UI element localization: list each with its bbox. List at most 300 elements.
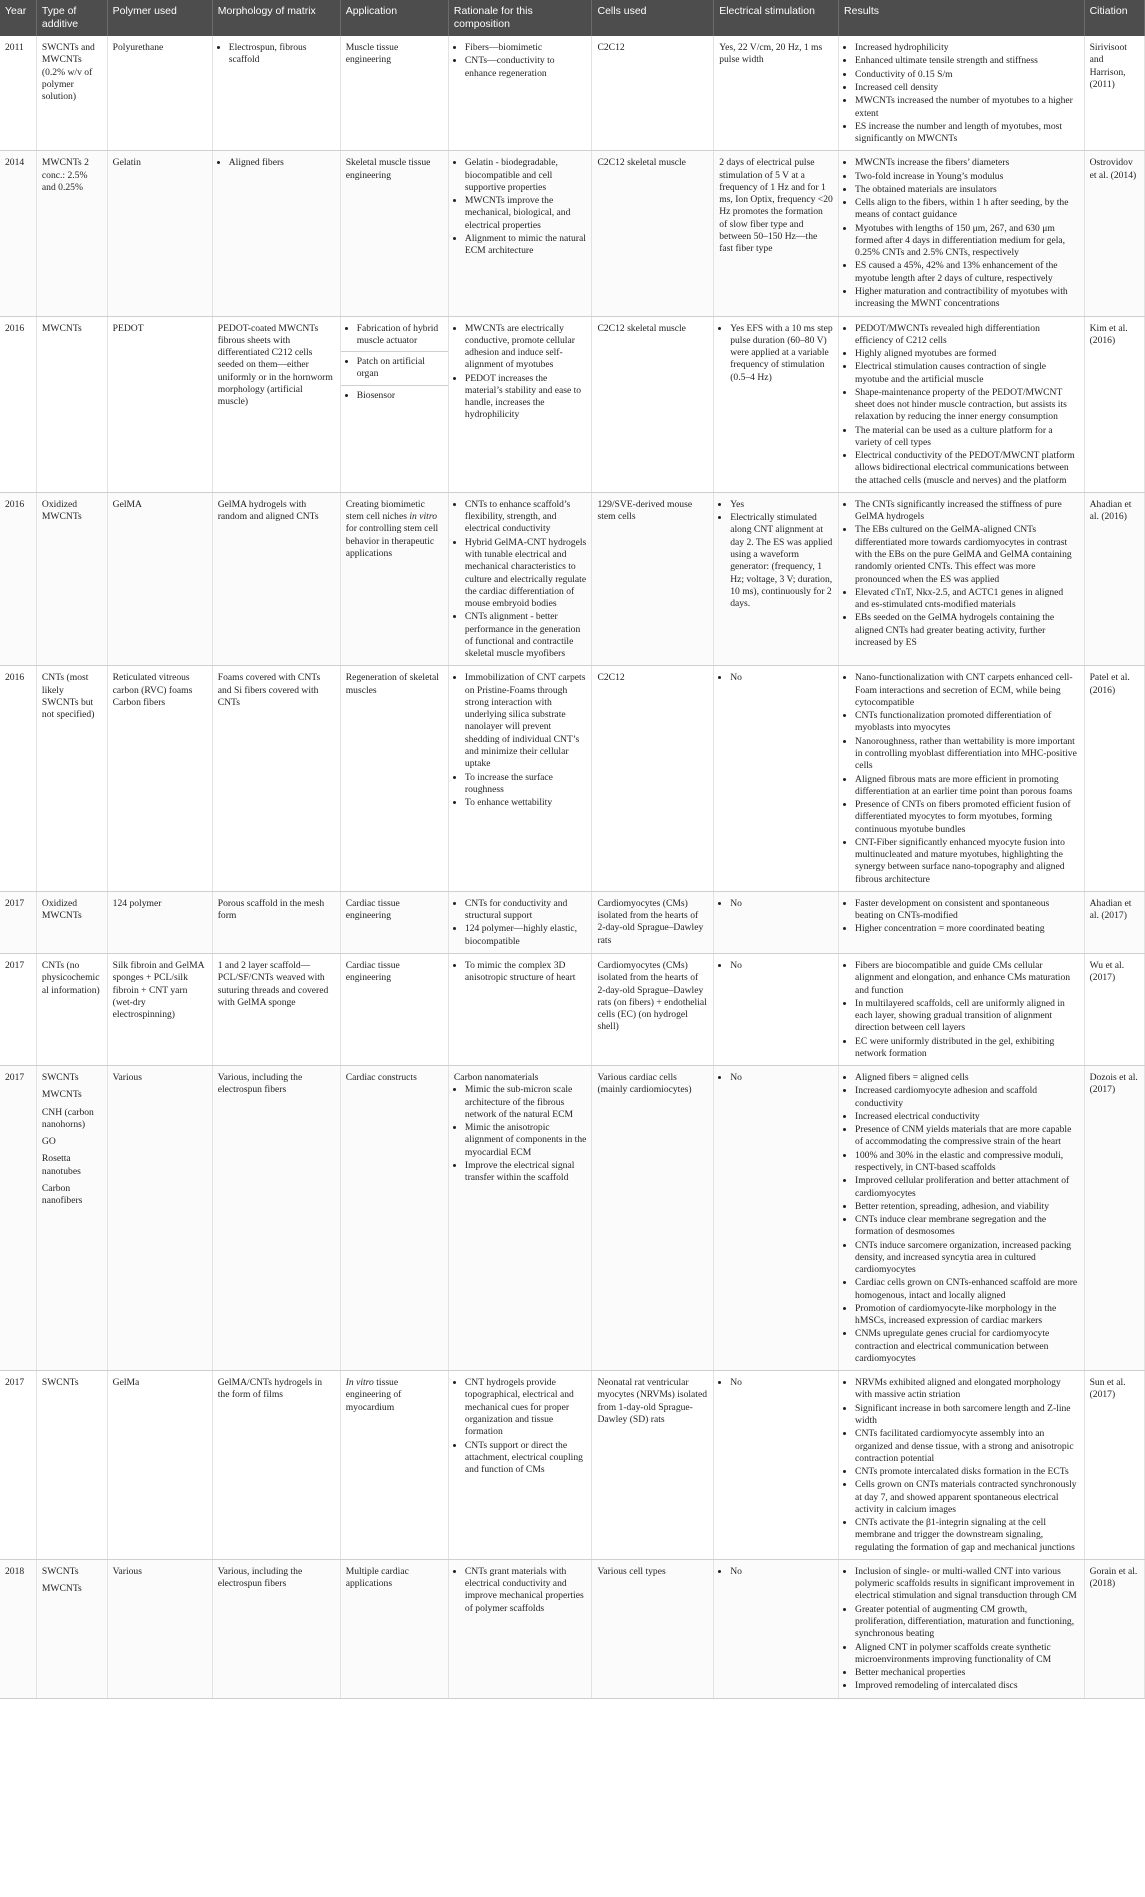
cell-rationale	[448, 1066, 592, 1371]
es-list	[719, 672, 833, 684]
application-item: • Fabrication of hybrid muscle actuator	[357, 323, 443, 348]
citation-value: Ostrovidov et al. (2014)	[1089, 157, 1137, 181]
morphology-list	[218, 157, 335, 169]
polymer-line: Polyurethane	[112, 42, 164, 54]
cell-rationale	[448, 666, 592, 892]
result-item: • The EBs cultured on the GelMA-aligned CNTs differentiated more towards cardiomyocytes in contrast with the EBs on the pure GelMA and GelMA containing randomly oriented CNTs. This effect was more pronounced when the ES was applied	[855, 524, 1079, 585]
cells-value: 129/SVE-derived mouse stem cells	[597, 498, 693, 523]
cell-morphology	[212, 36, 340, 151]
cell-citation	[1084, 151, 1144, 316]
citation-value: Dozois et al. (2017)	[1089, 1072, 1138, 1096]
rationale-item: • MWCNTs improve the mechanical, biological, and electrical properties	[465, 195, 587, 232]
es-list	[719, 323, 833, 384]
es-item: • Electrically stimulated along CNT alignment at day 2. The ES was applied using a waveform generator: (frequency, 1 Hz; voltage, 3 V; duration, 10 ms), continuously for 2 days.	[730, 512, 833, 610]
table-header	[0, 0, 1145, 36]
cell-polymer	[107, 1559, 212, 1698]
morphology: GelMA hydrogels with random and aligned CNTs	[217, 498, 319, 523]
result-item: • Better retention, spreading, adhesion, and viability	[855, 1201, 1079, 1213]
cell-application	[340, 316, 448, 492]
es-item: • No	[730, 898, 833, 910]
cell-citation	[1084, 1371, 1144, 1560]
cell-year	[0, 1559, 36, 1698]
result-list	[844, 499, 1079, 649]
additive-line: SWCNTs and MWCNTs (0.2% w/v of polymer solution)	[41, 42, 95, 103]
additive-line: MWCNTs	[41, 1089, 82, 1101]
application-list	[346, 323, 443, 348]
cell-results	[839, 36, 1085, 151]
application-text: Creating biomimetic stem cell niches	[345, 498, 425, 523]
header-citation: Citiation	[1084, 0, 1144, 36]
application-italic: in vitro	[409, 511, 437, 523]
cell-citation	[1084, 1559, 1144, 1698]
cell-results	[839, 891, 1085, 953]
result-list	[844, 157, 1079, 310]
cell-polymer	[107, 953, 212, 1065]
rationale-item: • Improve the electrical signal transfer within the scaffold	[465, 1160, 587, 1185]
result-item: • Increased hydrophilicity	[855, 42, 1079, 54]
result-item: • Presence of CNM yields materials that are more capable of accommodating the compressive strain of the heart	[855, 1124, 1079, 1149]
cell-results	[839, 1066, 1085, 1371]
rationale-item: • PEDOT increases the material’s stability and ease to handle, increases the hydrophilicity	[465, 373, 587, 422]
table-body	[0, 36, 1145, 1698]
result-item: • Aligned fibrous mats are more efficient in promoting differentiation at an earlier time point than porous foams	[855, 774, 1079, 799]
cell-cells	[592, 953, 714, 1065]
rationale-list	[454, 323, 587, 422]
cell-rationale	[448, 36, 592, 151]
result-item: • CNTs facilitated cardiomyocyte assembly into an organized and dense tissue, with a strong and anisotropic contraction potential	[855, 1428, 1079, 1465]
table-row	[0, 953, 1145, 1065]
polymer-line: 124 polymer	[112, 897, 162, 909]
result-item: • CNT-Fiber significantly enhanced myocyte fusion into multinucleated and mature myotubes, highlighting the synergy between surface nano-topography and aligned fibrous architecture	[855, 837, 1079, 886]
application-item: • Biosensor	[357, 390, 443, 402]
cell-application	[340, 891, 448, 953]
table-row	[0, 492, 1145, 665]
table-row	[0, 151, 1145, 316]
cell-additive	[36, 891, 107, 953]
cell-application	[340, 953, 448, 1065]
cell-results	[839, 316, 1085, 492]
header-application: Application	[340, 0, 448, 36]
result-item: • Shape-maintenance property of the PEDOT/MWCNT sheet does not hinder muscle contraction, but assists its relaxation by reducing the inner energy consumption	[855, 387, 1079, 424]
es: 2 days of electrical pulse stimulation of 5 V at a frequency of 1 Hz and for 1 ms, Ion Optix, frequency <20 Hz promotes the formation of slow fiber type and between 50–150 Hz—the fast fiber type	[719, 157, 833, 255]
cell-morphology	[212, 953, 340, 1065]
header-type-of-additive: Type of additive	[36, 0, 107, 36]
citation-value: Wu et al. (2017)	[1089, 959, 1125, 984]
result-item: • PEDOT/MWCNTs revealed high differentiation efficiency of C212 cells	[855, 323, 1079, 348]
polymer-line: Various	[112, 1565, 142, 1577]
rationale-item: • Mimic the anisotropic alignment of components in the myocardial ECM	[465, 1122, 587, 1159]
cell-morphology	[212, 666, 340, 892]
cell-additive	[36, 1371, 107, 1560]
cell-citation	[1084, 1066, 1144, 1371]
rationale-item: • Mimic the sub-micron scale architecture of the fibrous network of the natural ECM	[465, 1084, 587, 1121]
application-line: Cardiac tissue engineering	[345, 959, 400, 984]
cell-rationale	[448, 891, 592, 953]
cell-year	[0, 36, 36, 151]
result-item: • Enhanced ultimate tensile strength and stiffness	[855, 55, 1079, 67]
year-value: 2018	[5, 1565, 25, 1577]
result-item: • Fibers are biocompatible and guide CMs cellular alignment and elongation, and enhance CMs maturation and function	[855, 960, 1079, 997]
additive-line: CNH (carbon nanohorns)	[41, 1106, 94, 1130]
application-text: tissue engineering of myocardium	[345, 1377, 402, 1413]
cell-polymer	[107, 1066, 212, 1371]
table-row	[0, 666, 1145, 892]
rationale-intro: Carbon nanomaterials	[453, 1072, 539, 1084]
rationale-item: • Hybrid GelMA-CNT hydrogels with tunable electrical and mechanical characteristics to culture and electrically regulate the cardiac differentiation of mouse embryoid bodies	[465, 537, 587, 611]
table-row	[0, 891, 1145, 953]
additive-line: CNTs (no physicochemical information)	[41, 959, 100, 996]
additive-line: SWCNTs	[41, 1072, 79, 1084]
result-item: • Two-fold increase in Young’s modulus	[855, 171, 1079, 183]
result-item: • Greater potential of augmenting CM growth, proliferation, differentiation, maturation and functioning, synchronous beating	[855, 1604, 1079, 1641]
application-sub	[341, 323, 448, 348]
cell-year	[0, 1371, 36, 1560]
result-item: • The material can be used as a culture platform for a variety of cell types	[855, 425, 1079, 450]
cell-year	[0, 953, 36, 1065]
cell-citation	[1084, 891, 1144, 953]
result-item: • Increased electrical conductivity	[855, 1111, 1079, 1123]
morphology: 1 and 2 layer scaffold—PCL/SF/CNTs weaved with suturing threads and covered with GelMA sponge	[217, 959, 329, 1008]
table-row	[0, 1371, 1145, 1560]
rationale-item: • Fibers—biomimetic	[465, 42, 587, 54]
cell-additive	[36, 953, 107, 1065]
es-list	[719, 499, 833, 610]
citation-value: Gorain et al. (2018)	[1089, 1565, 1138, 1590]
rationale-list	[454, 157, 587, 257]
cell-electrical-stimulation	[714, 1371, 839, 1560]
es-list	[719, 1377, 833, 1389]
cell-year	[0, 151, 36, 316]
header-row	[0, 0, 1145, 36]
cell-citation	[1084, 666, 1144, 892]
application-line	[346, 1377, 443, 1414]
year-value: 2017	[5, 897, 25, 909]
cell-polymer	[107, 36, 212, 151]
cell-electrical-stimulation	[714, 666, 839, 892]
result-list	[844, 1566, 1079, 1693]
additive-line: MWCNTs 2 conc.: 2.5% and 0.25%	[41, 157, 89, 193]
cell-additive	[36, 1559, 107, 1698]
table-row	[0, 1066, 1145, 1371]
polymer-line: Various	[112, 1072, 142, 1084]
result-item: • Promotion of cardiomyocyte-like morphology in the hMSCs, increased expression of cardiac markers	[855, 1303, 1079, 1328]
cells-value: C2C12	[597, 42, 625, 54]
result-item: • Faster development on consistent and spontaneous beating on CNTs-modified	[855, 898, 1079, 923]
rationale-item: • CNTs support or direct the attachment, electrical coupling and function of CMs	[465, 1440, 587, 1477]
cell-rationale	[448, 1559, 592, 1698]
result-item: • Higher maturation and contractibility of myotubes with increasing the MWNT concentrations	[855, 286, 1079, 311]
rationale-item: • To enhance wettability	[465, 797, 587, 809]
cell-additive	[36, 316, 107, 492]
rationale-item: • To increase the surface roughness	[465, 772, 587, 797]
cell-results	[839, 1371, 1085, 1560]
citation-value: Ahadian et al. (2017)	[1089, 897, 1132, 922]
application-line: Cardiac tissue engineering	[345, 897, 400, 922]
morphology: Foams covered with CNTs and Si fibers covered with CNTs	[217, 672, 321, 708]
result-item: • 100% and 30% in the elastic and compressive moduli, respectively, in CNT-based scaffolds	[855, 1150, 1079, 1175]
cell-results	[839, 151, 1085, 316]
cell-results	[839, 666, 1085, 892]
result-item: • Electrical stimulation causes contraction of single myotube and the artificial muscle	[855, 361, 1079, 386]
cell-polymer	[107, 666, 212, 892]
cell-electrical-stimulation	[714, 891, 839, 953]
rationale-item: • CNTs alignment - better performance in the generation of functional and contractile skeletal muscle myofibers	[465, 611, 587, 660]
cell-cells	[592, 151, 714, 316]
result-list	[844, 1377, 1079, 1554]
rationale-item: • CNTs to enhance scaffold’s flexibility, strength, and electrical conductivity	[465, 499, 587, 536]
morphology-item: • Electrospun, fibrous scaffold	[229, 42, 335, 67]
cell-year	[0, 316, 36, 492]
cell-citation	[1084, 953, 1144, 1065]
cell-additive	[36, 1066, 107, 1371]
cell-cells	[592, 1066, 714, 1371]
morphology: Various, including the electrospun fibers	[217, 1072, 303, 1096]
result-item: • ES caused a 45%, 42% and 13% enhancement of the myotube length after 2 days of culture, respectively	[855, 260, 1079, 285]
result-list	[844, 42, 1079, 145]
rationale-item: • To mimic the complex 3D anisotropic structure of heart	[465, 960, 587, 985]
cells-value: Neonatal rat ventricular myocytes (NRVMs) isolated from 1-day-old Sprague-Dawley (SD) rats	[597, 1377, 708, 1426]
result-item: • Elevated cTnT, Nkx-2.5, and ACTC1 genes in aligned and es-stimulated cnts-modified materials	[855, 587, 1079, 612]
additive-line: CNTs (most likely SWCNTs but not specified)	[41, 672, 95, 721]
cell-cells	[592, 891, 714, 953]
result-item: • Cells grown on CNTs materials contracted synchronously at day 7, and showed apparent spontaneous electrical activity in calcium images	[855, 1479, 1079, 1516]
result-item: • Cardiac cells grown on CNTs-enhanced scaffold are more homogenous, intact and locally aligned	[855, 1277, 1079, 1302]
cell-application	[340, 1066, 448, 1371]
morphology: Various, including the electrospun fibers	[217, 1565, 303, 1590]
rationale-item: • CNTs—conductivity to enhance regeneration	[465, 55, 587, 80]
cells-value: Cardiomyocytes (CMs) isolated from the hearts of 2-day-old Sprague–Dawley rats	[597, 897, 704, 946]
application-line: Regeneration of skeletal muscles	[345, 672, 439, 696]
cell-rationale	[448, 953, 592, 1065]
rationale-list	[454, 672, 587, 809]
cell-application	[340, 151, 448, 316]
header-electrical-stimulation: Electrical stimulation	[714, 0, 839, 36]
rationale-list	[454, 1566, 587, 1615]
result-item: • CNTs induce sarcomere organization, increased packing density, and increased syncytia area in cultured cardiomyocytes	[855, 1240, 1079, 1277]
cell-results	[839, 492, 1085, 665]
application-list	[346, 356, 443, 381]
rationale-item: • CNTs grant materials with electrical conductivity and improve mechanical properties of polymer scaffolds	[465, 1566, 587, 1615]
rationale-list	[454, 898, 587, 948]
rationale-item: • 124 polymer—highly elastic, biocompatible	[465, 923, 587, 948]
result-item: • Increased cell density	[855, 82, 1079, 94]
cell-rationale	[448, 492, 592, 665]
table-row	[0, 1559, 1145, 1698]
year-value: 2017	[5, 1377, 25, 1389]
year-value: 2014	[5, 157, 25, 169]
year-value: 2011	[5, 42, 24, 54]
es-list	[719, 960, 833, 972]
additive-line: Carbon nanofibers	[41, 1182, 83, 1207]
cell-application	[340, 1371, 448, 1560]
additive-line: Oxidized MWCNTs	[41, 498, 82, 523]
cell-application	[340, 492, 448, 665]
cell-year	[0, 492, 36, 665]
application-sub	[341, 385, 448, 402]
morphology: PEDOT-coated MWCNTs fibrous sheets with differentiated C212 cells seeded on them—either uniformly or in the hornworm morphology (artificial muscle)	[217, 322, 333, 408]
cell-citation	[1084, 36, 1144, 151]
result-item: • Inclusion of single- or multi-walled CNT into various polymeric scaffolds results in significant improvement in electrical stimulation and signal transduction through CM	[855, 1566, 1079, 1603]
es-item: • No	[730, 960, 833, 972]
application-line: Multiple cardiac applications	[345, 1565, 409, 1590]
cell-cells	[592, 36, 714, 151]
es-item: • No	[730, 1377, 833, 1389]
year-value: 2016	[5, 498, 25, 510]
application-line: Skeletal muscle tissue engineering	[345, 157, 431, 181]
cells-value: C2C12 skeletal muscle	[597, 157, 686, 169]
cell-citation	[1084, 316, 1144, 492]
cell-polymer	[107, 1371, 212, 1560]
year-value: 2016	[5, 322, 25, 334]
result-list	[844, 323, 1079, 487]
result-item: • Highly aligned myotubes are formed	[855, 348, 1079, 360]
table-row	[0, 316, 1145, 492]
rationale-item: • Alignment to mimic the natural ECM architecture	[465, 233, 587, 258]
year-value: 2017	[5, 959, 25, 971]
cell-polymer	[107, 316, 212, 492]
cell-additive	[36, 36, 107, 151]
header-cells-used: Cells used	[592, 0, 714, 36]
cell-morphology	[212, 1066, 340, 1371]
rationale-item: • Immobilization of CNT carpets on Pristine-Foams through strong interaction with underlying silica substrate nanolayer will prevent shedding of individual CNT’s and minimize their cellular uptake	[465, 672, 587, 770]
rationale-list	[454, 499, 587, 660]
cell-morphology	[212, 316, 340, 492]
cells-value: Various cell types	[597, 1565, 666, 1577]
year-value: 2016	[5, 672, 25, 684]
cell-polymer	[107, 151, 212, 316]
application-text: for controlling stem cell behavior in therapeutic applications	[345, 523, 439, 560]
result-item: • Improved remodeling of intercalated discs	[855, 1680, 1079, 1692]
result-item: • Nanoroughness, rather than wettability is more important in controlling myoblast differentiation into MHC-positive cells	[855, 736, 1079, 773]
application-line: Cardiac constructs	[345, 1072, 417, 1084]
es-list	[719, 898, 833, 910]
additive-line: SWCNTs	[41, 1565, 79, 1577]
result-item: • CNMs upregulate genes crucial for cardiomyocyte contraction and electrical communication between cardiomyocytes	[855, 1328, 1079, 1365]
cell-polymer	[107, 891, 212, 953]
cell-morphology	[212, 891, 340, 953]
cell-application	[340, 36, 448, 151]
result-item: • Myotubes with lengths of 150 μm, 267, and 630 μm formed after 4 days in differentiation medium for gela, 0.25% CNTs and 2.5% CNTs, respectively	[855, 223, 1079, 260]
es-item: • No	[730, 1072, 833, 1084]
es-list	[719, 1072, 833, 1084]
polymer-line: GelMA	[112, 498, 142, 510]
rationale-list	[454, 1377, 587, 1476]
polymer-line: GelMa	[112, 1377, 140, 1389]
cell-application	[340, 666, 448, 892]
additive-line: SWCNTs	[41, 1377, 79, 1389]
citation-value: Sun et al. (2017)	[1089, 1377, 1126, 1401]
cell-electrical-stimulation	[714, 151, 839, 316]
cell-electrical-stimulation	[714, 316, 839, 492]
result-item: • Conductivity of 0.15 S/m	[855, 69, 1079, 81]
additive-line: Oxidized MWCNTs	[41, 897, 82, 922]
application-line	[346, 499, 443, 560]
rationale-list	[454, 42, 587, 80]
result-item: • Presence of CNTs on fibers promoted efficient fusion of differentiated myocytes to form myotubes, forming continuous myotube bundles	[855, 799, 1079, 836]
application-list	[346, 390, 443, 402]
rationale-item: • MWCNTs are electrically conductive, promote cellular adhesion and induce self-alignment of myotubes	[465, 323, 587, 372]
cell-cells	[592, 316, 714, 492]
result-item: • Cells align to the fibers, within 1 h after seeding, by the means of contact guidance	[855, 197, 1079, 222]
cell-results	[839, 953, 1085, 1065]
result-item: • Significant increase in both sarcomere length and Z-line width	[855, 1403, 1079, 1428]
cell-results	[839, 1559, 1085, 1698]
citation-value: Patel et al. (2016)	[1089, 672, 1130, 696]
additive-line: MWCNTs	[41, 322, 82, 334]
cells-value: Cardiomyocytes (CMs) isolated from the hearts of 2-day-old Sprague–Dawley rats (on fibers) + endothelial cells (EC) (on hydrogel shell)	[597, 959, 707, 1033]
cell-rationale	[448, 151, 592, 316]
result-item: • CNTs activate the β1-integrin signaling at the cell membrane and trigger the downstream signaling, regulating the formation of gap and mechanical junctions	[855, 1517, 1079, 1554]
es-item: • No	[730, 1566, 833, 1578]
result-item: • CNTs promote intercalated disks formation in the ECTs	[855, 1466, 1079, 1478]
result-list	[844, 672, 1079, 886]
cell-application	[340, 1559, 448, 1698]
cell-cells	[592, 1559, 714, 1698]
result-list	[844, 1072, 1079, 1365]
cell-rationale	[448, 316, 592, 492]
result-item: • MWCNTs increased the number of myotubes to a higher extent	[855, 95, 1079, 120]
result-item: • EBs seeded on the GelMA hydrogels containing the aligned CNTs had greater beating activity, further increased by ES	[855, 612, 1079, 649]
header-rationale: Rationale for this composition	[448, 0, 592, 36]
cell-morphology	[212, 1371, 340, 1560]
table-row	[0, 36, 1145, 151]
cell-year	[0, 1066, 36, 1371]
es-item: • Yes	[730, 499, 833, 511]
rationale-item: • CNTs for conductivity and structural support	[465, 898, 587, 923]
cell-polymer	[107, 492, 212, 665]
header-year: Year	[0, 0, 36, 36]
year-value: 2017	[5, 1072, 25, 1084]
es-list	[719, 1566, 833, 1578]
header-morphology-of-matrix: Morphology of matrix	[212, 0, 340, 36]
cell-year	[0, 666, 36, 892]
cell-cells	[592, 666, 714, 892]
polymer-line: Gelatin	[112, 157, 141, 169]
rationale-item: • CNT hydrogels provide topographical, electrical and mechanical cues for proper organization and tissue formation	[465, 1377, 587, 1438]
additive-line: MWCNTs	[41, 1583, 82, 1595]
result-item: • Nano-functionalization with CNT carpets enhanced cell-Foam interactions and secretion of ECM, while being cytocompatible	[855, 672, 1079, 709]
rationale-list	[454, 960, 587, 985]
result-item: • Aligned CNT in polymer scaffolds create synthetic microenvironments improving functionality of CM	[855, 1642, 1079, 1667]
cell-additive	[36, 492, 107, 665]
cells-value: C2C12	[597, 672, 625, 684]
result-item: • ES increase the number and length of myotubes, most significantly on MWCNTs	[855, 121, 1079, 146]
result-item: • Higher concentration = more coordinated beating	[855, 923, 1079, 935]
application-italic: In vitro	[345, 1377, 374, 1389]
result-item: • Electrical conductivity of the PEDOT/MWCNT platform allows bidirectional electrical communications between the attached cells (muscle and nerves) and the platform	[855, 450, 1079, 487]
es-item: • No	[730, 672, 833, 684]
citation-value: Ahadian et al. (2016)	[1089, 498, 1132, 523]
cell-cells	[592, 1371, 714, 1560]
cell-electrical-stimulation	[714, 36, 839, 151]
cell-electrical-stimulation	[714, 492, 839, 665]
header-polymer-used: Polymer used	[107, 0, 212, 36]
result-item: • EC were uniformly distributed in the gel, exhibiting network formation	[855, 1036, 1079, 1061]
cell-electrical-stimulation	[714, 1559, 839, 1698]
cell-electrical-stimulation	[714, 953, 839, 1065]
result-item: • Aligned fibers = aligned cells	[855, 1072, 1079, 1084]
cell-year	[0, 891, 36, 953]
rationale-item: • Gelatin - biodegradable, biocompatible and cell supportive properties	[465, 157, 587, 194]
result-list	[844, 898, 1079, 936]
cell-additive	[36, 666, 107, 892]
result-list	[844, 960, 1079, 1060]
morphology: GelMA/CNTs hydrogels in the form of films	[217, 1377, 323, 1401]
header-results: Results	[839, 0, 1085, 36]
citation-value: Kim et al. (2016)	[1089, 322, 1128, 346]
cell-morphology	[212, 492, 340, 665]
morphology-item: • Aligned fibers	[229, 157, 335, 169]
